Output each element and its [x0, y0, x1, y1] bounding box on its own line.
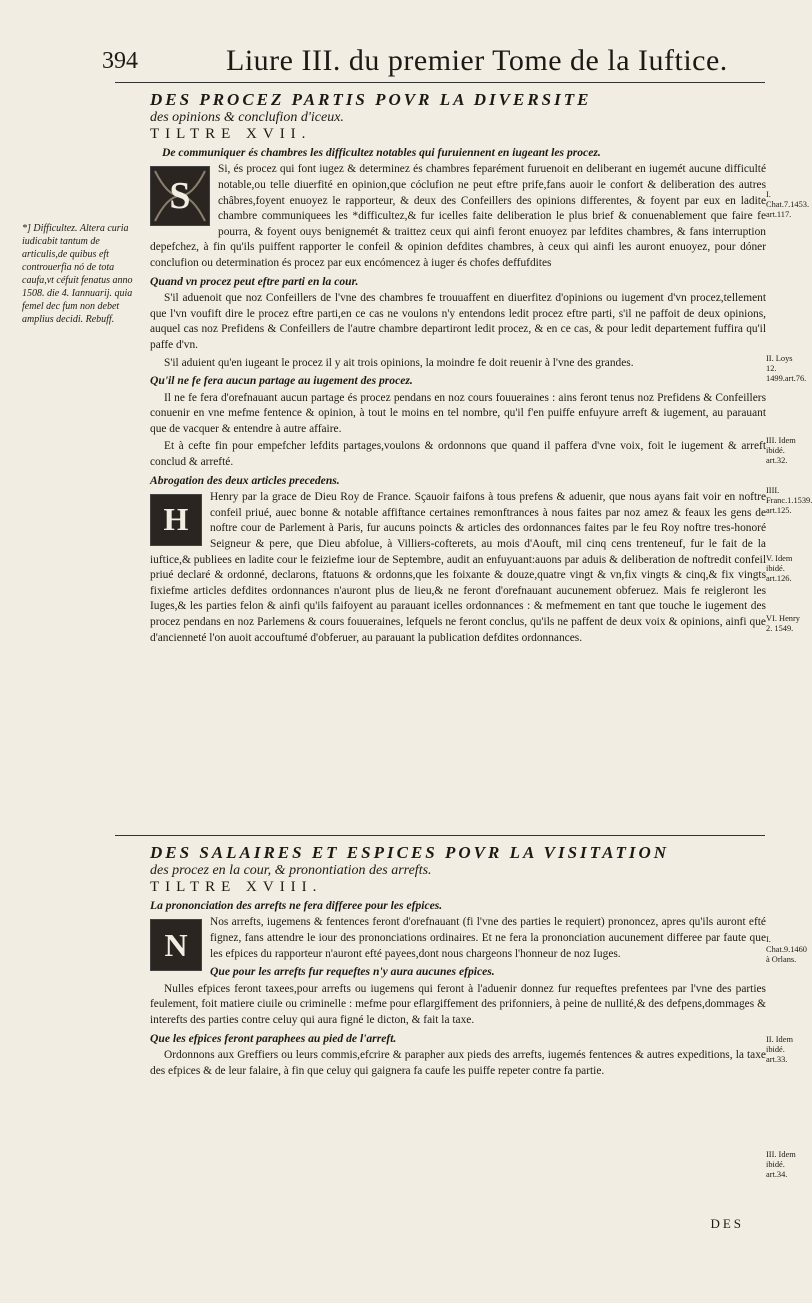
rubric: Abrogation des deux articles precedens.	[150, 473, 340, 487]
section-xviii	[150, 845, 766, 1081]
rubric: De communiquer és chambres les difficultez notables qui furuiennent en iugeant les procez.	[162, 145, 601, 159]
tiltre-heading: TILTRE XVIII.	[150, 879, 323, 896]
paragraph: S'il aduient qu'en iugeant le procez il y ait trois opinions, la moindre fe doit reuenir à l'vne des grandes.	[164, 356, 634, 369]
ornamental-initial: N	[150, 919, 202, 971]
margin-note-right: VI. Henry 2. 1549.	[766, 614, 800, 633]
margin-note-right: IIII. Franc.1.1539. art.125.	[766, 486, 812, 515]
paragraph: Henry par la grace de Dieu Roy de France. Sçauoir faifons à tous prefens & aduenir, que nous ayans fait voir en noftre confeil priué, auec bonne & notable affiftance certaines remonftrances à nous faites par noz amez & feaux les gens de noftre cour de Parlement à Paris, fur aucuns poincts & articles des ordonnances faites par le feu Roy noftre tres-honoré Seigneur & pere, que Dieu abfolue, à Villiers-cofterets, au mois d'Aouft, mil cinq cens trenteneuf, fur le fait de la iuftice,& publiees en ladite cour le feiziefme iour de Septembre, audit an enfuyuant:auons par aduis & deliberation de noftredit confeil priué declaré & ordonné, declarons, ftatuons & ordonns,que les foixante & douze,quatre vingt & vn,fix vingts & cinq,& fix vingts fixiefme articles defdites ordonnances n'auront plus de lieu,& ne feront d'orefnauant aucunement obferuez. Mais fe reigleront les Iuges,& les parties felon & ainfi qu'ils faifoyent au parauant icelles ordonnances : & mefmement en tant que touche le iugement des procez pendans en noz Parlemens & cours fouueraines, lefquels ne feront conclus, qu'ils ne paffent de deux voix & opinions, ainfi que d'ancienneté l'on auoit accouftumé d'obferuer, au parauant la publication defdites ordonnances.	[150, 491, 766, 644]
paragraph: Nos arrefts, iugemens & fentences feront d'orefnauant (fi l'vne des parties le requiert) prononcez, apres qu'ils auront efté fignez, fans attendre le iour des prononciations ordinaires. Et ne fera la prononciation aucunement differee par faute que les efpices du rapporteur n'auront efté payees,dont nous chargeons l'honneur de noz Iuges.	[210, 916, 766, 960]
ornamental-initial: H	[150, 494, 202, 546]
section-xvii	[150, 92, 766, 648]
rubric: Quand vn procez peut eftre parti en la cour.	[150, 274, 359, 288]
section-title: DES SALAIRES ET ESPICES POVR LA VISITATION	[150, 843, 670, 862]
paragraph: S'il aduenoit que noz Confeillers de l'vne des chambres fe trouuaffent en diuerfitez d'opinions ou iugement d'vn procez,tellement que l'vn voufift dire le procez eftre parti,en ce cas ne voulons n'y entendons ledit procez eftre parti, s'il ne paffoit de deux opinions, auquel cas noz Prefidens & Confeillers de l'autre chambre departiront ledit procez, & en ce cas, & pour ledit departement fuffira qu'il paffe d'vn.	[150, 292, 766, 351]
tiltre-heading: TILTRE XVII.	[150, 126, 312, 143]
margin-note-right: III. Idem ibidé. art.32.	[766, 436, 796, 465]
catchword: DES	[710, 1216, 744, 1231]
ornamental-initial: S	[150, 166, 210, 226]
section-subtitle: des opinions & conclufion d'iceux.	[150, 109, 344, 125]
margin-note-left: *] Difficultez. Altera curia iudicabit tantum de articulis,de quibus eft controuerfia nó de tota caufa,vt céfuit fenatus anno 1508. die 4. Iannuarij. quia femel dec fum non debet amplius decidi. Rebuff.	[22, 223, 133, 325]
paragraph: Il ne fe fera d'orefnauant aucun partage és procez pendans en noz cours fouueraines : ains feront tenus noz Prefidens & Confeillers conuenir en vne mefme fentence & opinion, à tout le moins en tel nombre, qu'il f'en puiffe enfuyure arreft & iugement, au parauant que de vacquer & entendre à autre affaire.	[150, 391, 766, 435]
paragraph: Si, és procez qui font iugez & determinez és chambres feparément furuenoit en deliberant en iugemét aucune difficulté notable,ou telle diuerfité en opinion,que cóclufion ne peut eftre prife,fans auoir le confort & deliberation des autres châbres,foyent enuoyez le rapporteur, & deux des Confeillers des opinions differentes, & foyent par eux en ladite chambre communiquees les *difficultez,& fur icelles faite deliberation le plus brief & conuenablement que faire fe pourra, & foyent ouys benignemét & traittez ceux qui ainfi feront enuoyez par lefdites chambres, & fans interruption depefchez, à fin qu'ils puiffent rapporter le confeil & opinion defdites chambres, à ceux qui ainfi les auront enuoyez, pour dóner conclufion ou determination és procez par eux encómencez à iuger és chofes deffufdites	[150, 163, 766, 269]
rubric: Qu'il ne fe fera aucun partage au iugement des procez.	[150, 374, 413, 388]
rubric: Que les efpices feront paraphees au pied de l'arreft.	[150, 1031, 397, 1045]
margin-note-right: V. Idem ibidé. art.126.	[766, 554, 793, 583]
margin-note-right: III. Idem ibidé. art.34.	[766, 1150, 796, 1179]
page-number: 394	[102, 48, 138, 74]
running-head	[92, 36, 760, 84]
header-rule	[115, 82, 765, 83]
section-subtitle: des procez en la cour, & pronontiation des arrefts.	[150, 862, 432, 878]
paragraph: Nulles efpices feront taxees,pour arrefts ou iugemens qui feront à l'aduenir donnez fur requeftes prefentees par l'vne des parties feulement, foit matiere ciuile ou criminelle : mefme pour eflargiffement des prifonniers, à peine de nullité,& des defpens,dommages & interefts des parties contre celuy qui aura figné le dicton, & fait la taxe.	[150, 982, 766, 1026]
margin-note-right: II. Loys 12. 1499.art.76.	[766, 354, 807, 383]
margin-note-right: I. Chat.7.1453. art.117.	[766, 190, 810, 219]
margin-note-right: II. Idem ibidé. art.33.	[766, 1035, 793, 1064]
running-title: Liure III. du premier Tome de la Iuftice.	[226, 44, 728, 77]
paragraph: Et à cefte fin pour empefcher lefdits partages,voulons & ordonnons que quand il paffera d'vne voix, foit le iugement & arreft conclud & arrefté.	[150, 440, 766, 469]
margin-note-right: I. Chat.9.1460 à Orlans.	[766, 935, 807, 964]
rubric: Que pour les arrefts fur requeftes n'y aura aucunes efpices.	[210, 965, 495, 979]
section-rule	[115, 835, 765, 836]
paragraph: Ordonnons aux Greffiers ou leurs commis,efcrire & parapher aux pieds des arrefts, iugemés fentences & autres expeditions, la taxe des efpices & de leur falaire, à fin que celuy qui gaignera fa caufe les puiffe repeter contre fa partie.	[150, 1049, 766, 1077]
rubric: La prononciation des arrefts ne fera differee pour les efpices.	[150, 898, 443, 912]
section-title: DES PROCEZ PARTIS POVR LA DIVERSITE	[150, 90, 592, 109]
